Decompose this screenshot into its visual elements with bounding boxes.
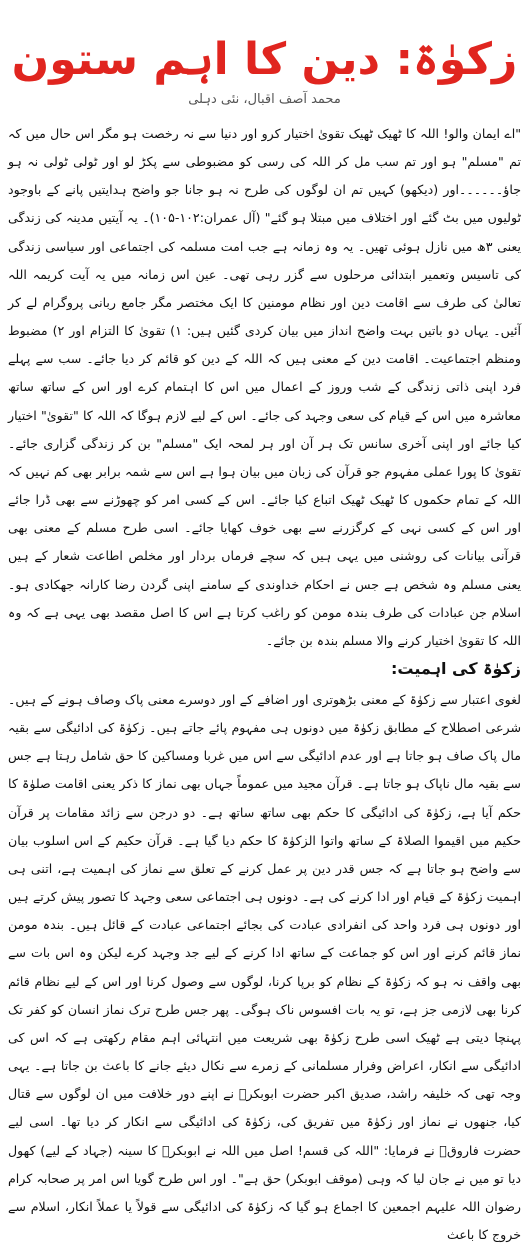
intro-paragraph: [8, 120, 521, 660]
section-heading: زکوٰۃ کی اہمیت:: [390, 659, 521, 678]
body-text: لغوی اعتبار سے زکوٰۃ کے معنی بڑھوتری اور اضافے کے اور دوسرے معنی پاک وصاف ہونے کے ہیں۔ شرعی اصطلاح کے مطابق زکوٰۃ میں دونوں ہی مفہوم پائے جاتے ہیں۔ زکوٰۃ کی ادائیگی سے بقیہ مال پاک صاف ہو جاتا ہے اور عدم ادائیگی سے اس میں غربا ومساکین کا حق شامل رہتا ہے جس سے بقیہ مال ناپاک ہو جاتا ہے۔ قرآن مجید میں عموماً جہاں بھی نماز کا ذکر یعنی اقامت صلوٰۃ کا حکم آیا ہے، زکوٰۃ کی ادائیگی کا حکم بھی ساتھ ساتھ ہے۔ دو درجن سے زائد مقامات پر قرآن حکیم میں اقیموا الصلاۃ کے ساتھ واتوا الزکوٰۃ کا حکم دیا گیا ہے۔ قرآن حکیم کے اس اسلوب بیان سے واضح ہو جاتا ہے کہ جس قدر دین پر عمل کرنے کے تعلق سے نماز کی اہمیت ہے، اتنی ہی اہمیت زکوٰۃ کے قیام اور ادا کرنے کی ہے۔ دونوں ہی اجتماعی سعی وجہد کا تصور پیش کرتے ہیں اور دونوں ہی فرد واحد کی انفرادی عبادت کی بجائے اجتماعی عبادت کے قائل ہیں۔ بندہ مومن نماز قائم کرنے اور اس کو جماعت کے ساتھ ادا کرنے کے لیے جد وجہد کرے لیکن وہ اس بات سے بھی واقف نہ ہو کہ زکوٰۃ کے نظام کو برپا کرنا، لوگوں سے وصول کرنا اور اس کے لیے نظام قائم کرنا بھی لازمی جز ہے، تو یہ بات افسوس ناک ہوگی۔ پھر جس طرح ترک نماز انسان کو کفر تک پہنچا دیتی ہے ٹھیک اسی طرح زکوٰۃ بھی شریعت میں انتہائی اہم مقام رکھتی ہے کہ اس کی ادائیگی سے انکار، اعراض وفرار مسلمانی کے زمرے سے نکال دیئے جانے کا باعث بن جاتا ہے۔ یہی وجہ تھی کہ خلیفہ راشد، صدیق اکبر حضرت ابوبکرؓ نے اپنے دور خلافت میں ان لوگوں سے قتال کیا، جنھوں نے نماز اور زکوٰۃ میں تفریق کی، زکوٰۃ کی ادائیگی سے انکار کر دیا تھا۔ اسی لیے حضرت فاروقؓ نے فرمایا: "اللہ کی قسم! اصل میں اللہ نے ابوبکرؓ کا سینہ (جہاد کے لیے) کھول دیا تو میں نے جان لیا کہ وہی (موقف ابوبکر) حق ہے"۔ اور اس طرح گویا اس امر پر صحابہ کرام رضوان اللہ علیہم اجمعین کا اجماع ہو گیا کہ زکوٰۃ کی ادائیگی سے قولاً یا عملاً انکار، اسلام سے خروج کا باعث: [8, 692, 521, 1242]
intro-text: "اے ایمان والو! اللہ کا ٹھیک ٹھیک تقویٰ اختیار کرو اور دنیا سے نہ رخصت ہو مگر اس حال میں کہ تم "مسلم" ہو اور تم سب مل کر اللہ کی رسی کو مضبوطی سے پکڑ لو اور ٹولی ٹولی نہ ہو جاؤ۔۔۔۔۔۔اور (دیکھو) کہیں تم ان لوگوں کی طرح نہ ہو جانا جو واضح ہدایتیں پانے کے باوجود ٹولیوں میں بٹ گئے اور اختلاف میں مبتلا ہو گئے" (آل عمران:۱۰۲-۱۰۵)۔ یہ آیتیں مدینہ کی زندگی یعنی ۳ھ میں نازل ہوئی تھیں۔ یہ وہ زمانہ ہے جب امت مسلمہ کی اجتماعی اور سیاسی زندگی کی تاسیس وتعمیر ابتدائی مرحلوں سے گزر رہی تھی۔ عین اس زمانہ میں یہ آیت کریمہ اللہ تعالیٰ کی طرف سے اقامت دین اور نظام مومنین کا ایک مختصر مگر جامع ربانی پروگرام لے کر آئیں۔ یہاں دو باتیں بہت واضح انداز میں بیان کردی گئیں ہیں: ۱) تقویٰ کا التزام اور ۲) مضبوط ومنظم اجتماعیت۔ اقامت دین کے معنی ہیں کہ اللہ کے دین کو قائم کر دیا جائے۔ سب سے پہلے فرد اپنی ذاتی زندگی کے شب وروز کے اعمال میں اس کا اہتمام کرے اور اس کے ساتھ ساتھ معاشرہ میں اس کے قیام کی سعی وجہد کی جائے۔ اس کے لیے لازم ہوگا کہ اللہ کا "تقویٰ" اختیار کیا جائے اور اپنی آخری سانس تک ہر آن اور ہر لمحہ ایک "مسلم" بن کر زندگی گزاری جائے۔ تقویٰ کا پورا عملی مفہوم جو قرآن کی زبان میں بیان ہوا ہے اس سے شمہ برابر بھی کم نہیں کہ اللہ کے تمام حکموں کا ٹھیک ٹھیک اتباع کیا جائے۔ اس کے کسی امر کو چھوڑنے سے بھی ڈرا جائے اور اس کے کسی نہی کے کرگزرنے سے بھی خوف کھایا جائے۔ اسی طرح مسلم کے معنی بھی قرآنی بیانات کی روشنی میں یہی ہیں کہ سچے فرماں بردار اور مخلص اطاعت شعار کے ہیں یعنی مسلم وہ شخص ہے جس نے احکام خداوندی کے سامنے اپنی گردن رضا کارانہ جھکادی ہو۔ اسلام جن عبادات کی طرف بندہ مومن کو راغب کرتا ہے اس کا اصل مقصد بھی یہی ہے کہ وہ اللہ کا تقویٰ اختیار کرنے والا مسلم بندہ بن جائے۔: [8, 126, 522, 648]
article-title: زکوٰۃ: دین کا اہم ستون: [11, 34, 518, 85]
body-paragraph: [8, 686, 521, 1252]
author-byline: محمد آصف اقبال، نئی دہلی: [188, 92, 341, 107]
